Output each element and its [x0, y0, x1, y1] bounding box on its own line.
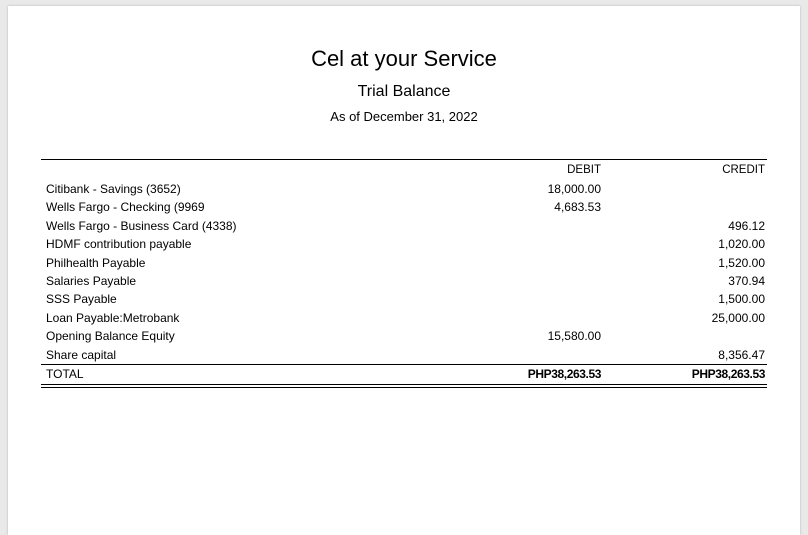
account-name: Wells Fargo - Checking (9969 — [46, 200, 205, 215]
credit-amount: 496.12 — [728, 218, 765, 233]
credit-column-header: CREDIT — [722, 164, 765, 176]
account-name: Citibank - Savings (3652) — [46, 182, 181, 196]
total-credit: PHP38,263.53 — [691, 366, 765, 381]
debit-amount: 18,000.00 — [547, 182, 601, 196]
table-row — [41, 290, 767, 308]
column-header-row — [41, 160, 767, 180]
table-row — [41, 217, 767, 235]
table-row — [41, 309, 767, 327]
account-name: Philhealth Payable — [46, 255, 146, 270]
account-name: Loan Payable:Metrobank — [46, 310, 180, 325]
report-title: Trial Balance — [357, 83, 451, 100]
credit-amount: 1,520.00 — [718, 255, 765, 270]
report-date: As of December 31, 2022 — [330, 109, 478, 124]
credit-amount: 1,020.00 — [718, 237, 765, 252]
credit-amount: 8,356.47 — [718, 347, 765, 362]
table-row — [41, 180, 767, 198]
table-row — [41, 327, 767, 345]
account-name: Salaries Payable — [46, 273, 137, 288]
account-name: SSS Payable — [46, 292, 117, 307]
total-row — [41, 364, 767, 383]
table-row — [41, 198, 767, 216]
debit-column-header: DEBIT — [567, 164, 601, 176]
credit-amount: 370.94 — [728, 273, 765, 288]
credit-amount: 25,000.00 — [711, 310, 765, 325]
account-name: Share capital — [46, 347, 117, 362]
credit-amount: 1,500.00 — [718, 292, 765, 307]
company-name: Cel at your Service — [311, 46, 497, 71]
trial-balance-table — [41, 159, 767, 388]
table-row — [41, 346, 767, 364]
account-name: Opening Balance Equity — [46, 329, 175, 344]
table-row — [41, 235, 767, 253]
debit-amount: 15,580.00 — [547, 329, 601, 344]
table-row — [41, 254, 767, 272]
total-label: TOTAL — [46, 366, 84, 381]
account-name: HDMF contribution payable — [46, 237, 192, 252]
double-underline — [41, 384, 767, 388]
report-page — [8, 6, 800, 535]
account-name: Wells Fargo - Business Card (4338) — [46, 218, 237, 233]
debit-amount: 4,683.53 — [554, 200, 601, 215]
table-row — [41, 272, 767, 290]
total-debit: PHP38,263.53 — [527, 366, 601, 381]
